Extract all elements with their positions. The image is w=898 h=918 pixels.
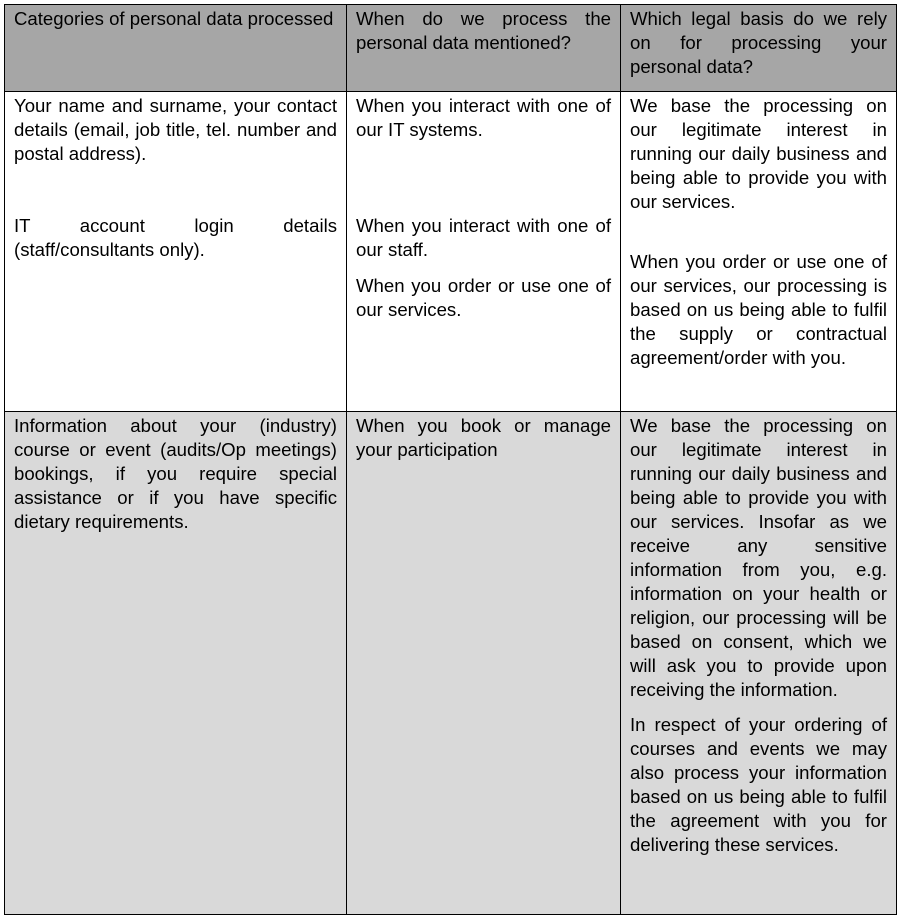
when-services: When you order or use one of our services. <box>356 275 611 320</box>
table-header-row <box>5 5 897 92</box>
table-row <box>5 412 897 915</box>
header-legal-basis: Which legal basis do we rely on for processing your personal data? <box>621 5 897 92</box>
table-row <box>5 92 897 412</box>
header-when: When do we process the personal data mentioned? <box>347 5 621 92</box>
category-it-login: IT account login details (staff/consultants only). <box>14 215 337 260</box>
personal-data-table <box>4 4 897 915</box>
when-it-systems: When you interact with one of our IT systems. <box>356 95 611 140</box>
when-booking: When you book or manage your participation <box>356 415 611 460</box>
cell-when <box>347 92 621 412</box>
cell-legal-basis <box>621 412 897 915</box>
basis-legitimate-interest-consent: We base the processing on our legitimate interest in running our daily business and being able to provide you with our services. Insofar as we receive any sensitive information from you, e.g. information on your health or religion, our processing will be based on consent, which we will ask you to provide upon receiving the information. <box>630 415 887 700</box>
category-bookings: Information about your (industry) course or event (audits/Op meetings) bookings, if you require special assistance or if you have specific dietary requirements. <box>14 415 337 532</box>
cell-legal-basis <box>621 92 897 412</box>
header-categories: Categories of personal data processed <box>5 5 347 92</box>
basis-legitimate-interest: We base the processing on our legitimate interest in running our daily business and being able to provide you with our services. <box>630 95 887 212</box>
basis-contract: When you order or use one of our services, our processing is based on us being able to fulfil the supply or contractual agreement/order with you. <box>630 251 887 368</box>
basis-agreement: In respect of your ordering of courses and events we may also process your information based on us being able to fulfil the agreement with you for delivering these services. <box>630 714 887 855</box>
cell-when <box>347 412 621 915</box>
cell-categories <box>5 412 347 915</box>
category-contact-details: Your name and surname, your contact details (email, job title, tel. number and postal address). <box>14 95 337 164</box>
when-staff: When you interact with one of our staff. <box>356 215 611 260</box>
cell-categories <box>5 92 347 412</box>
